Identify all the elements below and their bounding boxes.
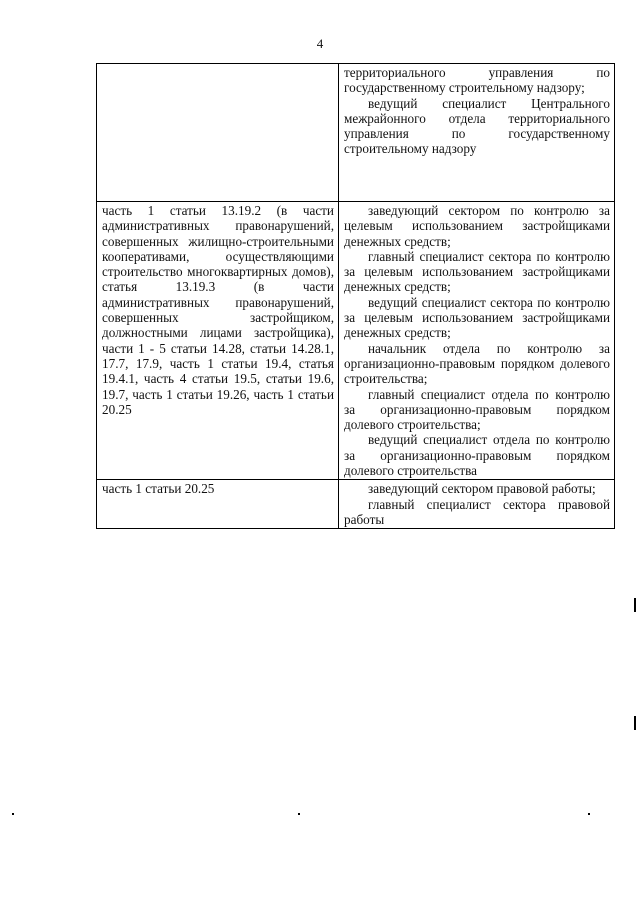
scan-edge-mark — [634, 716, 636, 730]
official-entry: главный специалист сектора правовой работы — [344, 496, 610, 527]
official-entry: территориального управления по государственному строительному надзору; — [344, 65, 610, 96]
articles-text: часть 1 статьи 13.19.2 (в части административных правонарушений, совершенных жилищно-строительными кооперативами, осуществляющими строительство многоквартирных домов), статья 13.19.3 (в части административных правонарушений, совершенных застройщиком, должностными лицами застройщика), части 1 - 5 статьи 14.28, статьи 14.28.1, 17.7, 17.9, часть 1 статьи 19.4, статья 19.4.1, часть 4 статьи 19.5, статьи 19.6, 19.7, часть 1 статьи 19.26, часть 1 статьи 20.25 — [102, 203, 334, 417]
authority-table — [96, 63, 615, 529]
official-entry: главный специалист отдела по контролю за организационно-правовым порядком долевого строительства; — [344, 386, 610, 433]
official-entry: заведующий сектором по контролю за целевым использованием застройщиками денежных средств; — [344, 203, 610, 249]
table-cell-officials — [339, 202, 615, 480]
scan-edge-mark — [634, 598, 636, 612]
articles-text: часть 1 статьи 20.25 — [102, 481, 215, 497]
table-row — [97, 64, 615, 202]
scan-dot — [298, 813, 300, 815]
official-entry: ведущий специалист отдела по контролю за организационно-правовым порядком долевого строительства — [344, 432, 610, 479]
table-cell-officials — [339, 480, 615, 529]
scan-dot — [588, 813, 590, 815]
scan-dot — [12, 813, 14, 815]
table-row — [97, 480, 615, 529]
official-entry: главный специалист сектора по контролю за целевым использованием застройщиками денежных средств; — [344, 248, 610, 295]
official-entry: ведущий специалист Центрального межрайонного отдела территориального управления по государственному строительному надзору — [344, 95, 610, 157]
table-cell-officials — [339, 64, 615, 202]
page-number: 4 — [316, 36, 324, 51]
official-entry: заведующий сектором правовой работы; — [368, 481, 596, 497]
official-entry: начальник отдела по контролю за организационно-правовым порядком долевого строительства; — [344, 340, 610, 387]
table-cell-articles — [97, 64, 339, 202]
official-entry: ведущий специалист сектора по контролю за целевым использованием застройщиками денежных средств; — [344, 294, 610, 341]
table-row — [97, 202, 615, 480]
table-cell-articles — [97, 202, 339, 480]
table-cell-articles — [97, 480, 339, 529]
